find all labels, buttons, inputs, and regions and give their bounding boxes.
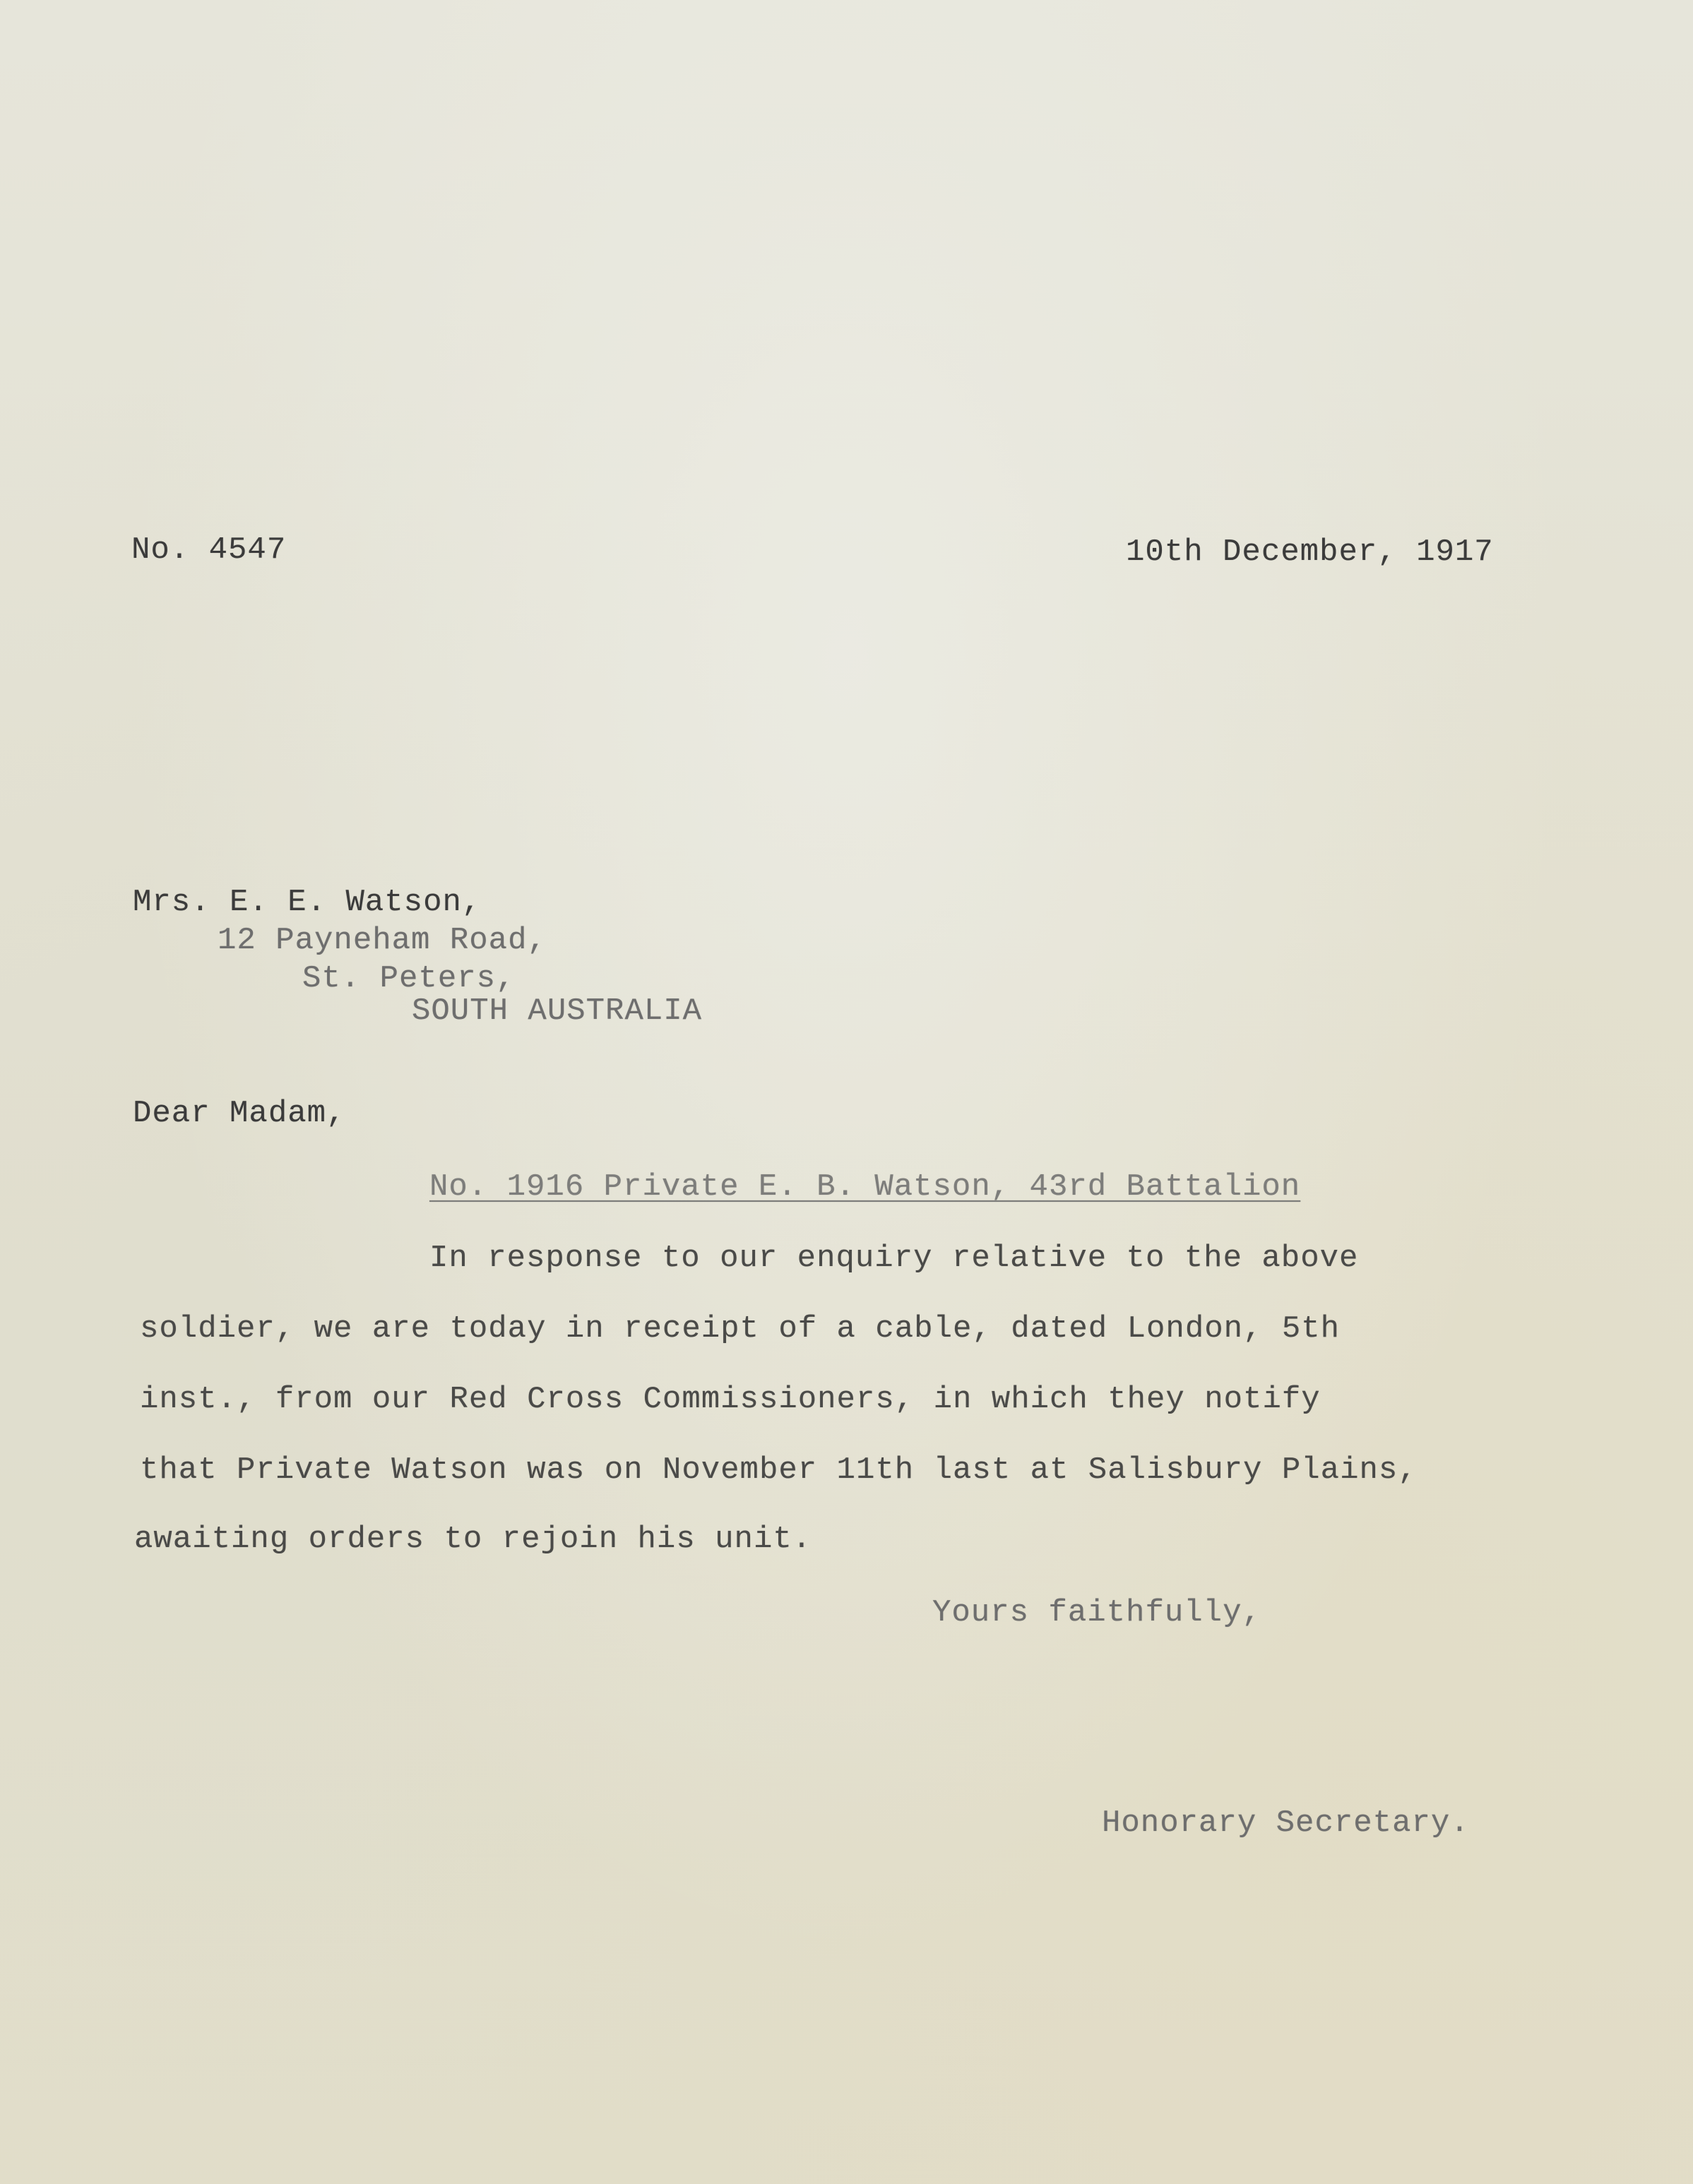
body-line-5: awaiting orders to rejoin his unit. <box>134 1522 812 1557</box>
salutation: Dear Madam, <box>133 1096 346 1131</box>
body-line-1: In response to our enquiry relative to the above <box>429 1241 1359 1276</box>
address-line-1: Mrs. E. E. Watson, <box>133 885 482 920</box>
letter-date: 10th December, 1917 <box>1126 535 1494 570</box>
subject-line: No. 1916 Private E. B. Watson, 43rd Battalion <box>429 1169 1301 1205</box>
address-line-3: St. Peters, <box>302 961 516 996</box>
body-line-4: that Private Watson was on November 11th last at Salisbury Plains, <box>140 1452 1418 1488</box>
closing: Yours faithfully, <box>932 1595 1261 1630</box>
signature-title: Honorary Secretary. <box>1102 1806 1470 1841</box>
reference-number: No. 4547 <box>131 532 287 568</box>
address-line-4: SOUTH AUSTRALIA <box>412 993 703 1029</box>
body-line-2: soldier, we are today in receipt of a cable, dated London, 5th <box>140 1311 1341 1347</box>
address-line-2: 12 Payneham Road, <box>218 923 547 958</box>
body-line-3: inst., from our Red Cross Commissioners, in which they notify <box>140 1382 1321 1417</box>
